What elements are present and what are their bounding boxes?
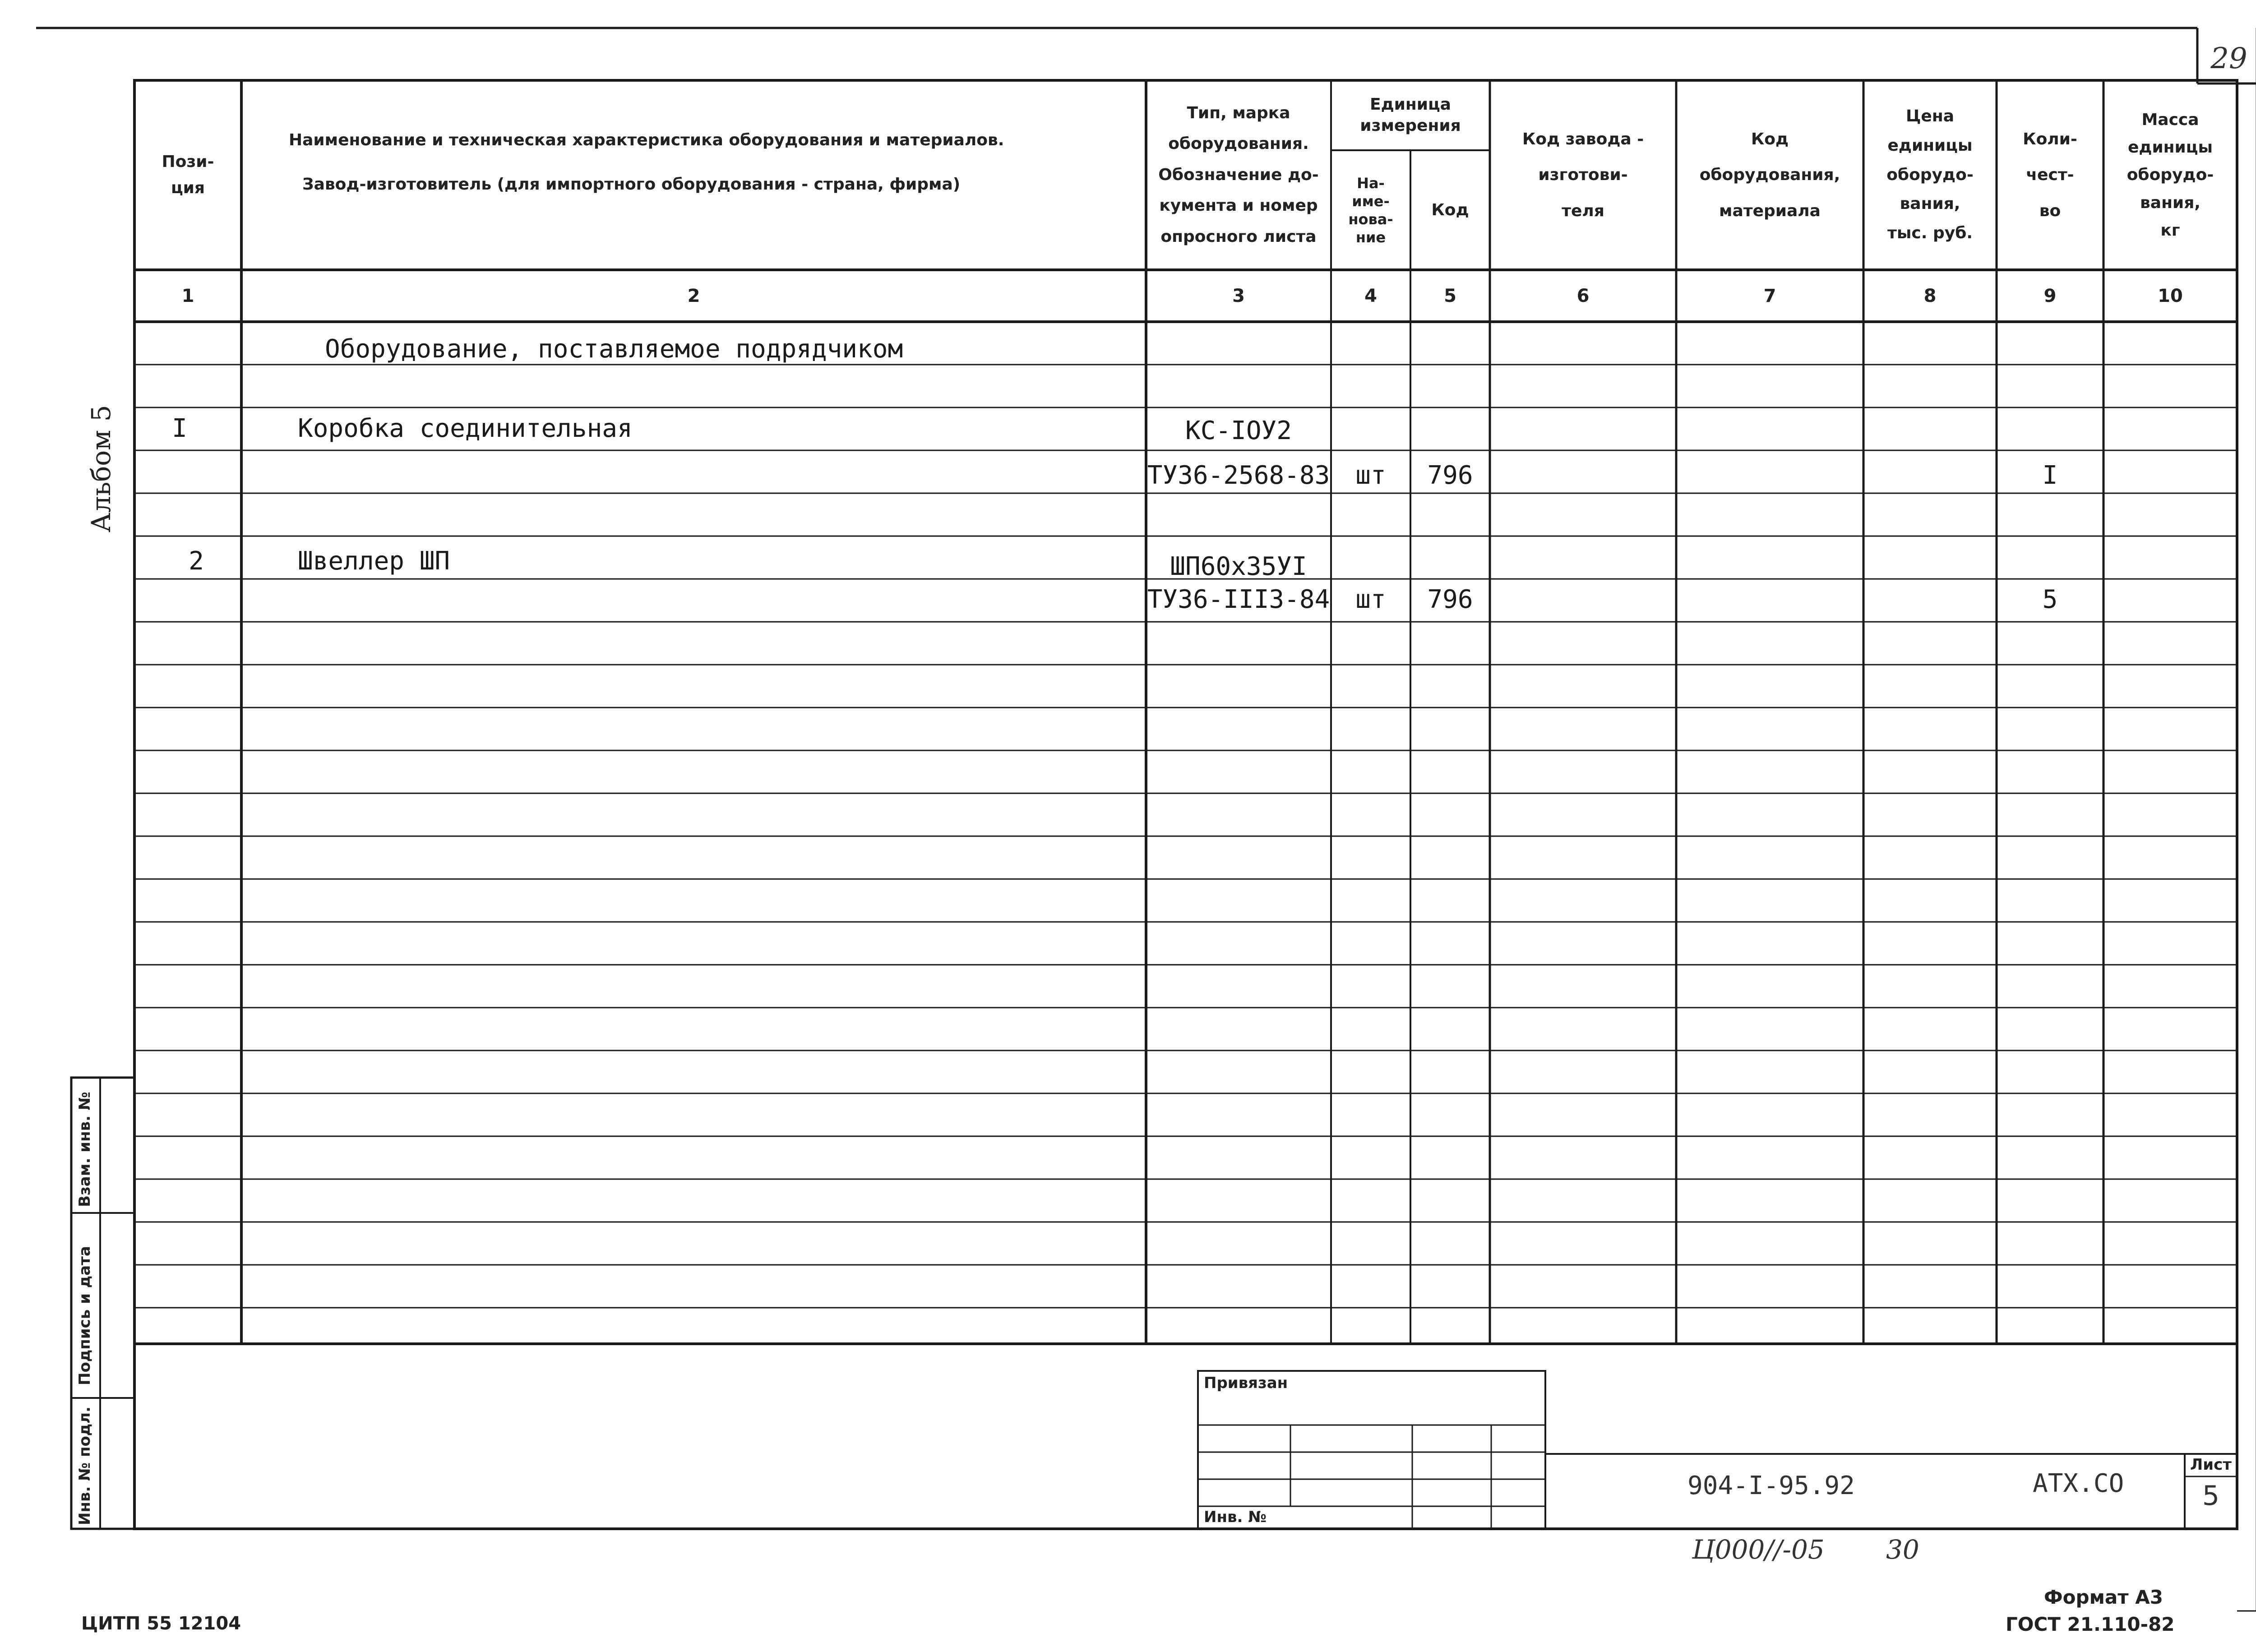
column-number-9: 9 — [2043, 285, 2057, 306]
row-1-document: ТУ36-2568-83 — [1147, 460, 1330, 490]
footer-format: Формат А3 — [2044, 1586, 2163, 1608]
side-stamp-inv-podl: Инв. № подл. — [76, 1406, 94, 1525]
stamp-sheet-label: Лист — [2190, 1456, 2232, 1474]
column-number-2: 2 — [687, 285, 700, 306]
row-1-name: Коробка соединительная — [298, 413, 633, 443]
header-mass: Масса единицы оборудо- вания, кг — [2127, 111, 2214, 240]
row-1-unit-code: 796 — [1427, 460, 1473, 490]
row-1-unit: шт — [1355, 460, 1386, 490]
column-number-8: 8 — [1923, 285, 1937, 306]
header-factory-code: Код завода - изготови- теля — [1522, 130, 1644, 220]
header-type: Тип, марка оборудования. Обозначение до- кумента и номер опросного листа — [1158, 104, 1319, 246]
row-2-type: ШП60х35УI — [1170, 551, 1307, 581]
column-number-1: 1 — [181, 285, 194, 306]
row-1-quantity: I — [2042, 460, 2058, 490]
header-position: Пози- ция — [162, 153, 214, 197]
column-number-10: 10 — [2158, 285, 2183, 306]
row-2-position: 2 — [189, 546, 204, 576]
header-unit-name: На- име- нова- ние — [1348, 174, 1393, 246]
column-number-4: 4 — [1364, 285, 1377, 306]
row-2-unit: шт — [1355, 584, 1386, 614]
section-heading: Оборудование, поставляемое подрядчиком — [325, 334, 903, 364]
row-2-unit-code: 796 — [1427, 584, 1473, 614]
side-stamp-vzam: Взам. инв. № — [76, 1092, 94, 1207]
row-2-name: Швеллер ШП — [298, 546, 450, 576]
header-name-line1: Наименование и техническая характеристика оборудования и материалов. — [289, 131, 1004, 150]
header-equipment-code: Код оборудования, материала — [1699, 130, 1840, 220]
header-unit-group: Единица измерения — [1360, 95, 1461, 135]
footer-left-code: ЦИТП 55 12104 — [81, 1613, 241, 1634]
column-number-3: 3 — [1232, 285, 1245, 306]
column-number-7: 7 — [1763, 285, 1776, 306]
corner-sheet-number: 29 — [2210, 42, 2247, 75]
album-label: Альбом 5 — [86, 405, 116, 532]
stamp-doc-code: 904-I-95.92 — [1687, 1471, 1855, 1500]
footer-gost: ГОСТ 21.110-82 — [2006, 1613, 2175, 1635]
stamp-privyazan: Привязан — [1204, 1374, 1288, 1392]
stamp-sheet-value: 5 — [2202, 1480, 2220, 1512]
handwritten-number: 30 — [1886, 1534, 1919, 1565]
row-2-quantity: 5 — [2042, 584, 2058, 614]
header-name-line2: Завод-изготовитель (для импортного оборудования - страна, фирма) — [302, 175, 961, 194]
header-price: Цена единицы оборудо- вания, тыс. руб. — [1886, 107, 1974, 243]
stamp-inv-no: Инв. № — [1204, 1508, 1267, 1526]
header-unit-code: Код — [1431, 200, 1469, 219]
handwritten-code: Ц000//-05 — [1692, 1534, 1825, 1565]
stamp-mark: АТХ.СО — [2033, 1469, 2124, 1498]
row-1-position: I — [172, 413, 187, 443]
row-1-type: КС-IОУ2 — [1185, 416, 1292, 445]
row-2-document: ТУ36-III3-84 — [1147, 584, 1330, 614]
header-name — [289, 117, 1137, 208]
side-stamp-podpis: Подпись и дата — [76, 1246, 94, 1385]
header-quantity: Коли- чест- во — [2023, 130, 2077, 220]
column-number-5: 5 — [1444, 285, 1456, 306]
column-number-6: 6 — [1576, 285, 1590, 306]
